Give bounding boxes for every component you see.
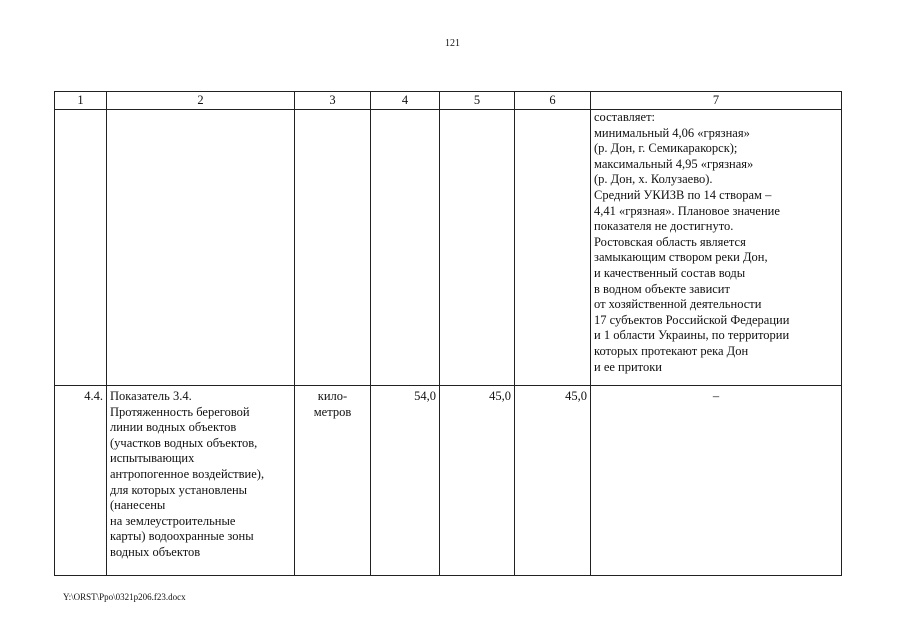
table-row — [55, 386, 842, 576]
text-line: максимальный 4,95 «грязная» — [594, 156, 754, 171]
text-line: (р. Дон, х. Колузаево). — [594, 172, 713, 187]
unit-cell — [295, 386, 371, 576]
text-line: и качественный состав воды — [594, 265, 746, 280]
indicator-name-cell — [107, 386, 295, 576]
text-line: водных объектов — [110, 544, 201, 559]
table-cell — [515, 110, 591, 386]
text-line: показателя не достигнуто. — [594, 219, 734, 234]
row-number: 4.4. — [55, 386, 107, 576]
text-line: карты) водоохранные зоны — [110, 529, 254, 544]
value-cell: 54,0 — [371, 386, 440, 576]
text-line: Протяженность береговой — [110, 404, 250, 419]
text-line: и 1 области Украины, по территории — [594, 328, 790, 343]
column-header: 2 — [107, 92, 295, 110]
column-header: 7 — [591, 92, 842, 110]
comment-cell: – — [591, 386, 842, 576]
value-cell: 45,0 — [440, 386, 515, 576]
text-line: в водном объекте зависит — [594, 281, 730, 296]
text-line: которых протекают река Дон — [594, 343, 749, 358]
text-line: линии водных объектов — [110, 420, 237, 435]
text-line: для которых установлены — [110, 482, 248, 497]
table-cell — [295, 110, 371, 386]
column-header: 4 — [371, 92, 440, 110]
text-line: составляет: — [594, 110, 656, 124]
text-line: и ее притоки — [594, 359, 662, 374]
table-cell — [107, 110, 295, 386]
text-line: (нанесены — [110, 498, 166, 513]
text-line: кило- — [317, 389, 348, 403]
text-line: антропогенное воздействие), — [110, 466, 265, 481]
text-line: Показатель 3.4. — [110, 389, 192, 403]
column-header: 1 — [55, 92, 107, 110]
data-table — [54, 91, 842, 576]
table-cell — [440, 110, 515, 386]
column-header: 6 — [515, 92, 591, 110]
table-cell-description — [591, 110, 842, 386]
text-line: Средний УКИЗВ по 14 створам – — [594, 187, 772, 202]
file-path-footer: Y:\ORST\Ppo\0321p206.f23.docx — [63, 592, 186, 602]
text-line: метров — [313, 404, 352, 419]
table-row — [55, 110, 842, 386]
table-header-row — [55, 92, 842, 110]
text-line: 4,41 «грязная». Плановое значение — [594, 203, 780, 218]
text-line: (участков водных объектов, — [110, 435, 258, 450]
text-line: на землеустроительные — [110, 513, 236, 528]
text-line: Ростовская область является — [594, 234, 746, 249]
text-line: испытывающих — [110, 451, 195, 466]
table-cell — [55, 110, 107, 386]
text-line: замыкающим створом реки Дон, — [594, 250, 768, 265]
text-line: минимальный 4,06 «грязная» — [594, 125, 750, 140]
column-header: 3 — [295, 92, 371, 110]
value-cell: 45,0 — [515, 386, 591, 576]
page-number: 121 — [445, 38, 460, 49]
table-cell — [371, 110, 440, 386]
text-line: от хозяйственной деятельности — [594, 297, 762, 312]
column-header: 5 — [440, 92, 515, 110]
text-line: 17 субъектов Российской Федерации — [594, 312, 790, 327]
text-line: (р. Дон, г. Семикаракорск); — [594, 141, 738, 156]
